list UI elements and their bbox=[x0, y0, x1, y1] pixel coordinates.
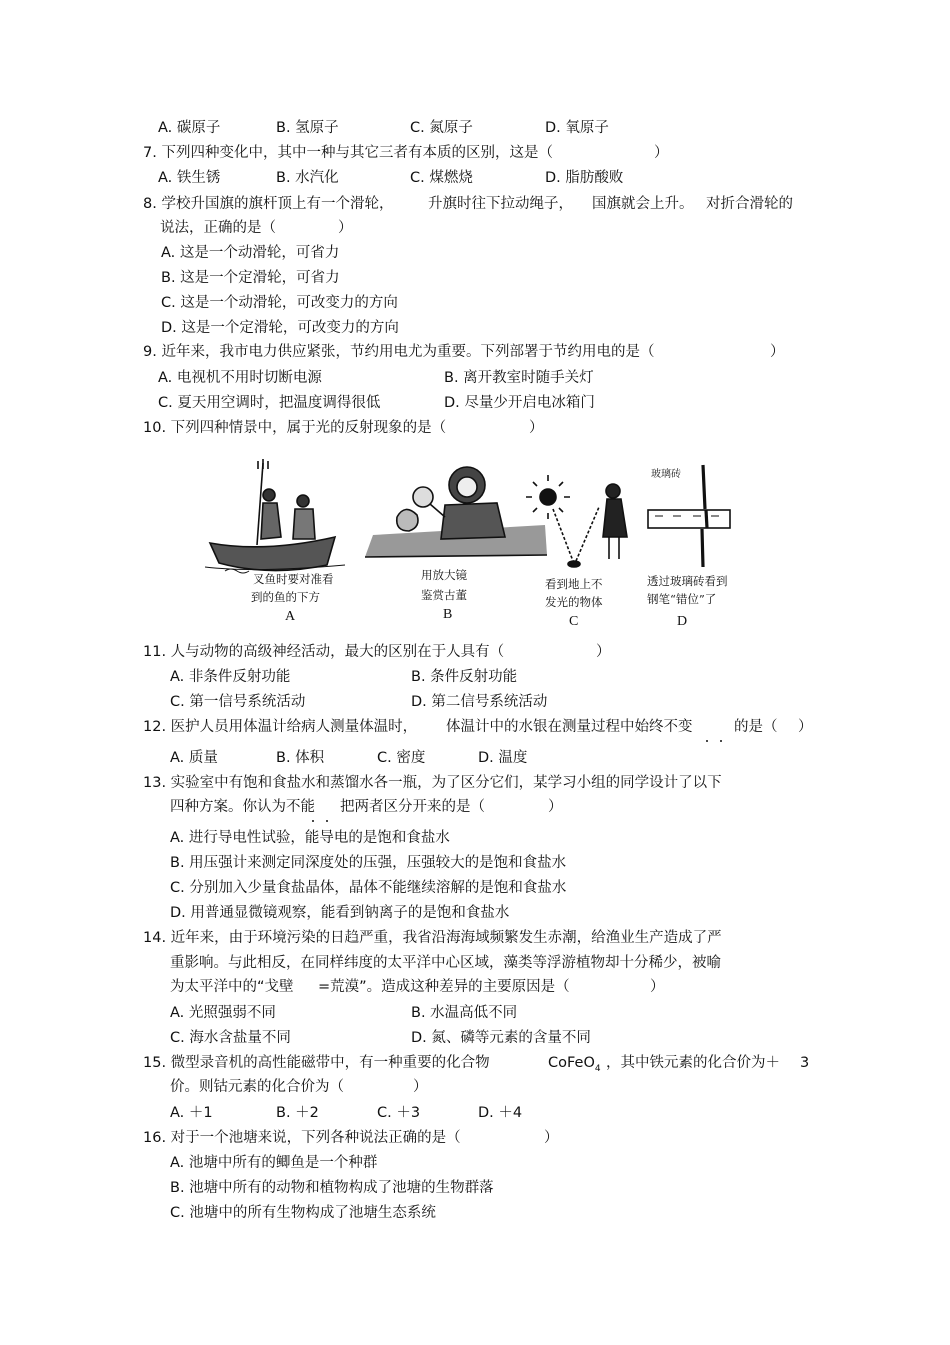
q14-option-b: B. 水温高低不同 bbox=[411, 1005, 518, 1021]
q12-option-b: B. 体积 bbox=[276, 750, 325, 766]
q12-stem-1: 12. 医护人员用体温计给病人测量体温时， bbox=[143, 719, 418, 735]
q15-formula-main: CoFeO bbox=[548, 1055, 595, 1071]
q9-option-a: A. 电视机不用时切断电源 bbox=[158, 370, 322, 386]
letter-d: D bbox=[677, 614, 688, 629]
q13-option-d: D. 用普通显微镜观察，能看到钠离子的是饱和食盐水 bbox=[170, 905, 510, 921]
q15-option-a: A. ＋1 bbox=[170, 1105, 213, 1121]
q8-close: ） bbox=[338, 220, 353, 236]
q8-option-d: D. 这是一个定滑轮，可改变力的方向 bbox=[161, 320, 399, 336]
q7-option-a: A. 铁生锈 bbox=[158, 170, 221, 186]
q8-option-a: A. 这是一个动滑轮，可省力 bbox=[161, 245, 340, 261]
q15-formula bbox=[548, 1054, 601, 1078]
emphasis-dot bbox=[312, 820, 314, 822]
scene-d-glass-block bbox=[648, 465, 730, 567]
q6-option-c: C. 氮原子 bbox=[410, 120, 473, 136]
q14-option-d: D. 氮、磷等元素的含量不同 bbox=[411, 1030, 591, 1046]
q11-close: ） bbox=[596, 644, 611, 660]
q7-close: ） bbox=[654, 145, 669, 161]
letter-b: B bbox=[443, 607, 453, 622]
q13-option-a: A. 进行导电性试验，能导电的是饱和食盐水 bbox=[170, 830, 450, 846]
q15-stem-1: 15. 微型录音机的高性能磁带中，有一种重要的化合物 bbox=[143, 1055, 490, 1071]
caption-d-line1: 透过玻璃砖看到 bbox=[647, 574, 728, 588]
q10-figure bbox=[205, 455, 745, 630]
q9-close: ） bbox=[770, 344, 785, 360]
q12-stem-2: 体温计中的水银在测量过程中始终不变 bbox=[446, 719, 693, 735]
q15-option-c: C. ＋3 bbox=[377, 1105, 421, 1121]
q8-stem-2: 升旗时往下拉动绳子， bbox=[428, 196, 573, 212]
q16-stem: 16. 对于一个池塘来说，下列各种说法正确的是（ bbox=[143, 1130, 461, 1146]
q14-stem-line1: 14. 近年来，由于环境污染的日趋严重，我省沿海海域频繁发生赤潮，给渔业生产造成了严 bbox=[143, 930, 722, 946]
q8-stem-line2: 说法，正确的是（ bbox=[160, 220, 276, 236]
q11-option-a: A. 非条件反射功能 bbox=[170, 669, 291, 685]
q12-stem-3: 的是（ bbox=[734, 719, 778, 735]
q16-option-a: A. 池塘中所有的鲫鱼是一个种群 bbox=[170, 1155, 378, 1171]
letter-a: A bbox=[285, 609, 296, 624]
letter-c: C bbox=[569, 614, 579, 629]
q15-formula-sub: 4 bbox=[594, 1063, 601, 1074]
q12-option-a: A. 质量 bbox=[170, 750, 218, 766]
q13-option-b: B. 用压强计来测定同深度处的压强，压强较大的是饱和食盐水 bbox=[170, 855, 567, 871]
q9-option-b: B. 离开教室时随手关灯 bbox=[444, 370, 594, 386]
q11-option-d: D. 第二信号系统活动 bbox=[411, 694, 548, 710]
q12-close: ） bbox=[798, 719, 813, 735]
q12-option-d: D. 温度 bbox=[478, 750, 528, 766]
q14-stem-line3a: 为太平洋中的“戈壁 bbox=[170, 979, 294, 995]
q14-stem-line3b: =荒漠”。造成这种差异的主要原因是（ bbox=[318, 979, 570, 995]
emphasis-dot bbox=[720, 740, 722, 742]
caption-c-line1: 看到地上不 bbox=[545, 577, 603, 591]
q15-option-b: B. ＋2 bbox=[276, 1105, 319, 1121]
q14-option-c: C. 海水含盐量不同 bbox=[170, 1030, 291, 1046]
q14-option-a: A. 光照强弱不同 bbox=[170, 1005, 276, 1021]
emphasis-dot bbox=[326, 820, 328, 822]
caption-b-line1: 用放大镜 bbox=[421, 568, 467, 582]
q14-stem-line2: 重影响。与此相反，在同样纬度的太平洋中心区域，藻类等浮游植物却十分稀少，被喻 bbox=[170, 955, 721, 971]
q8-option-c: C. 这是一个动滑轮，可改变力的方向 bbox=[161, 295, 398, 311]
q10-close: ） bbox=[529, 420, 544, 436]
q15-stem-2: ，其中铁元素的化合价为＋ bbox=[606, 1055, 780, 1071]
caption-a-line2: 到的鱼的下方 bbox=[251, 590, 320, 604]
q16-close: ） bbox=[544, 1130, 559, 1146]
q13-stem-line1: 13. 实验室中有饱和食盐水和蒸馏水各一瓶，为了区分它们，某学习小组的同学设计了以下 bbox=[143, 775, 722, 791]
scene-b-magnifier bbox=[365, 467, 547, 557]
caption-b-line2: 鉴赏古董 bbox=[421, 588, 467, 602]
caption-d-line2: 钢笔“错位”了 bbox=[647, 592, 717, 606]
q14-close: ） bbox=[650, 979, 665, 995]
q9-option-d: D. 尽量少开启电冰箱门 bbox=[444, 395, 595, 411]
q8-stem-4: 对折合滑轮的 bbox=[706, 196, 793, 212]
q8-option-b: B. 这是一个定滑轮，可省力 bbox=[161, 270, 340, 286]
q13-stem-line2a: 四种方案。你认为不能 bbox=[170, 799, 315, 815]
caption-c-line2: 发光的物体 bbox=[545, 595, 603, 609]
q9-stem: 9. 近年来，我市电力供应紧张，节约用电尤为重要。下列部署于节约用电的是（ bbox=[143, 344, 655, 360]
q15-stem-line2: 价。则钴元素的化合价为（ bbox=[170, 1079, 344, 1095]
q15-close: ） bbox=[413, 1079, 428, 1095]
q7-stem: 7. 下列四种变化中，其中一种与其它三者有本质的区别，这是（ bbox=[143, 145, 553, 161]
q13-stem-line2b: 把两者区分开来的是（ bbox=[340, 799, 485, 815]
q6-option-b: B. 氢原子 bbox=[276, 120, 339, 136]
q15-stem-3: 3 bbox=[800, 1055, 810, 1071]
q8-stem-1: 8. 学校升国旗的旗杆顶上有一个滑轮， bbox=[143, 196, 394, 212]
q7-option-d: D. 脂肪酸败 bbox=[545, 170, 624, 186]
q11-stem: 11. 人与动物的高级神经活动，最大的区别在于人具有（ bbox=[143, 644, 505, 660]
q10-stem: 10. 下列四种情景中，属于光的反射现象的是（ bbox=[143, 420, 447, 436]
q8-stem-3: 国旗就会上升。 bbox=[592, 196, 694, 212]
caption-a-line1: 叉鱼时要对准看 bbox=[253, 572, 334, 586]
q6-option-a: A. 碳原子 bbox=[158, 120, 221, 136]
q13-close: ） bbox=[548, 799, 563, 815]
q11-option-c: C. 第一信号系统活动 bbox=[170, 694, 306, 710]
q7-option-c: C. 煤燃烧 bbox=[410, 170, 473, 186]
q15-option-d: D. ＋4 bbox=[478, 1105, 523, 1121]
q16-option-c: C. 池塘中的所有生物构成了池塘生态系统 bbox=[170, 1205, 436, 1221]
q12-option-c: C. 密度 bbox=[377, 750, 426, 766]
q16-option-b: B. 池塘中所有的动物和植物构成了池塘的生物群落 bbox=[170, 1180, 494, 1196]
q11-option-b: B. 条件反射功能 bbox=[411, 669, 518, 685]
scene-a-fishing-boat bbox=[205, 459, 345, 573]
q6-option-d: D. 氧原子 bbox=[545, 120, 609, 136]
glass-block-tag: 玻璃砖 bbox=[651, 469, 681, 480]
q7-option-b: B. 水汽化 bbox=[276, 170, 339, 186]
emphasis-dot bbox=[706, 740, 708, 742]
q13-option-c: C. 分别加入少量食盐晶体，晶体不能继续溶解的是饱和食盐水 bbox=[170, 880, 567, 896]
q9-option-c: C. 夏天用空调时，把温度调得很低 bbox=[158, 395, 381, 411]
